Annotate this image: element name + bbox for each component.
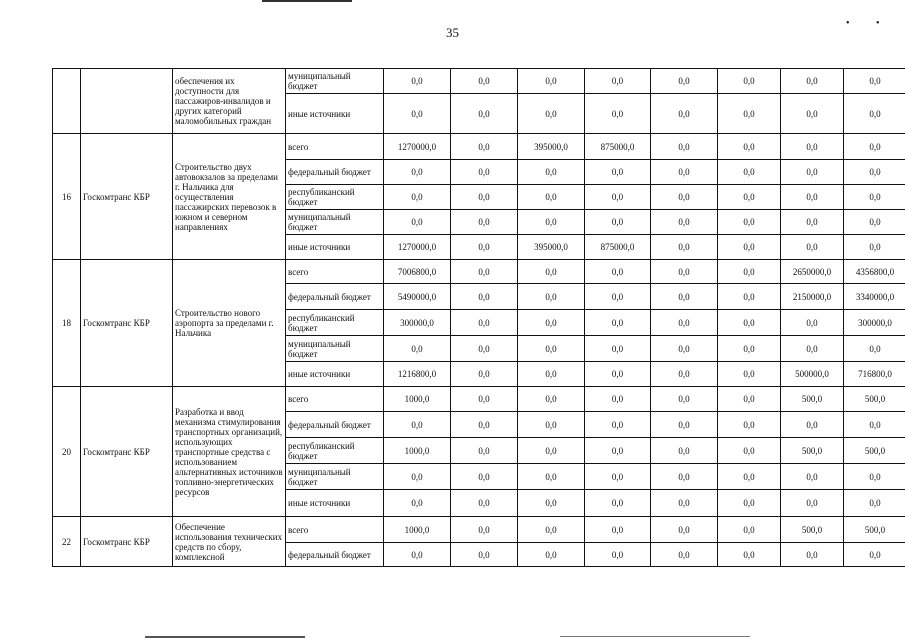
amount-cell: 0,0	[718, 260, 781, 284]
amount-cell: 0,0	[384, 185, 451, 210]
amount-cell: 0,0	[844, 464, 905, 490]
amount-cell: 0,0	[781, 160, 844, 185]
amount-cell: 3340000,0	[844, 284, 905, 310]
measure-description: Обеспечение использования технических средств по сбору, комплексной	[173, 517, 286, 567]
amount-cell: 0,0	[585, 160, 651, 185]
row-number: 20	[53, 387, 81, 517]
funding-source: федеральный бюджет	[286, 543, 384, 567]
amount-cell: 0,0	[781, 69, 844, 94]
amount-cell: 0,0	[518, 412, 585, 438]
amount-cell: 0,0	[781, 336, 844, 362]
amount-cell: 1216800,0	[384, 362, 451, 387]
amount-cell: 0,0	[844, 134, 905, 160]
amount-cell: 0,0	[718, 336, 781, 362]
funding-source: муниципальный бюджет	[286, 464, 384, 490]
executor-cell: Госкомтранс КБР	[81, 387, 173, 517]
amount-cell: 0,0	[451, 387, 518, 412]
amount-cell: 0,0	[718, 438, 781, 464]
amount-cell: 0,0	[781, 94, 844, 134]
amount-cell: 0,0	[518, 284, 585, 310]
amount-cell: 0,0	[718, 160, 781, 185]
scan-artifact-line	[145, 636, 305, 638]
amount-cell: 0,0	[384, 490, 451, 517]
table-row	[53, 517, 905, 543]
amount-cell: 2150000,0	[781, 284, 844, 310]
amount-cell: 0,0	[384, 464, 451, 490]
funding-source: федеральный бюджет	[286, 412, 384, 438]
row-number: 22	[53, 517, 81, 567]
amount-cell: 0,0	[585, 464, 651, 490]
row-number: 18	[53, 260, 81, 387]
amount-cell: 0,0	[585, 310, 651, 336]
amount-cell: 0,0	[518, 362, 585, 387]
amount-cell: 0,0	[844, 210, 905, 235]
amount-cell: 0,0	[518, 438, 585, 464]
amount-cell: 0,0	[585, 543, 651, 567]
amount-cell: 0,0	[651, 412, 718, 438]
funding-source: всего	[286, 134, 384, 160]
amount-cell: 1000,0	[384, 387, 451, 412]
funding-source: всего	[286, 387, 384, 412]
amount-cell: 0,0	[384, 94, 451, 134]
amount-cell: 0,0	[718, 94, 781, 134]
amount-cell: 0,0	[718, 543, 781, 567]
amount-cell: 0,0	[451, 94, 518, 134]
amount-cell: 0,0	[844, 490, 905, 517]
funding-source: федеральный бюджет	[286, 284, 384, 310]
amount-cell: 1270000,0	[384, 134, 451, 160]
amount-cell: 0,0	[518, 490, 585, 517]
amount-cell: 0,0	[781, 310, 844, 336]
amount-cell: 0,0	[651, 210, 718, 235]
amount-cell: 0,0	[451, 412, 518, 438]
executor-cell	[81, 69, 173, 134]
amount-cell: 716800,0	[844, 362, 905, 387]
amount-cell: 0,0	[585, 185, 651, 210]
measure-description: Строительство двух автовокзалов за пределами г. Нальчика для осуществления пассажирских перевозок в южном и северном направлениях	[173, 134, 286, 260]
amount-cell: 0,0	[844, 94, 905, 134]
amount-cell: 0,0	[718, 464, 781, 490]
amount-cell: 500,0	[844, 517, 905, 543]
amount-cell: 7006800,0	[384, 260, 451, 284]
table-row	[53, 134, 905, 160]
amount-cell: 0,0	[585, 490, 651, 517]
amount-cell: 0,0	[718, 362, 781, 387]
amount-cell: 0,0	[585, 517, 651, 543]
amount-cell: 0,0	[844, 543, 905, 567]
amount-cell: 0,0	[451, 134, 518, 160]
amount-cell: 0,0	[451, 438, 518, 464]
amount-cell: 0,0	[781, 235, 844, 260]
amount-cell: 0,0	[451, 490, 518, 517]
amount-cell: 0,0	[451, 260, 518, 284]
amount-cell: 0,0	[651, 464, 718, 490]
amount-cell: 0,0	[844, 69, 905, 94]
amount-cell: 0,0	[585, 210, 651, 235]
funding-source: муниципальный бюджет	[286, 210, 384, 235]
amount-cell: 0,0	[651, 160, 718, 185]
amount-cell: 0,0	[518, 210, 585, 235]
budget-table	[52, 68, 905, 567]
amount-cell: 0,0	[518, 517, 585, 543]
amount-cell: 0,0	[844, 412, 905, 438]
executor-cell: Госкомтранс КБР	[81, 134, 173, 260]
amount-cell: 0,0	[451, 69, 518, 94]
amount-cell: 0,0	[844, 336, 905, 362]
funding-source: республиканский бюджет	[286, 438, 384, 464]
amount-cell: 0,0	[718, 284, 781, 310]
amount-cell: 0,0	[451, 235, 518, 260]
amount-cell: 0,0	[651, 69, 718, 94]
amount-cell: 2650000,0	[781, 260, 844, 284]
amount-cell: 0,0	[718, 412, 781, 438]
page-number: 35	[446, 25, 459, 40]
amount-cell: 0,0	[651, 387, 718, 412]
amount-cell: 0,0	[518, 310, 585, 336]
amount-cell: 0,0	[651, 517, 718, 543]
amount-cell: 0,0	[651, 438, 718, 464]
amount-cell: 0,0	[585, 362, 651, 387]
amount-cell: 0,0	[651, 185, 718, 210]
amount-cell: 395000,0	[518, 235, 585, 260]
amount-cell: 0,0	[718, 490, 781, 517]
amount-cell: 0,0	[844, 235, 905, 260]
amount-cell: 0,0	[451, 336, 518, 362]
amount-cell: 0,0	[781, 210, 844, 235]
funding-source: республиканский бюджет	[286, 310, 384, 336]
amount-cell: 0,0	[518, 336, 585, 362]
amount-cell: 0,0	[518, 387, 585, 412]
amount-cell: 0,0	[718, 134, 781, 160]
amount-cell: 0,0	[518, 185, 585, 210]
amount-cell: 0,0	[651, 260, 718, 284]
amount-cell: 0,0	[384, 210, 451, 235]
amount-cell: 0,0	[585, 387, 651, 412]
table-row	[53, 387, 905, 412]
amount-cell: 0,0	[651, 284, 718, 310]
amount-cell: 0,0	[384, 160, 451, 185]
row-number	[53, 69, 81, 134]
amount-cell: 0,0	[781, 185, 844, 210]
amount-cell: 0,0	[651, 235, 718, 260]
amount-cell: 395000,0	[518, 134, 585, 160]
amount-cell: 0,0	[585, 69, 651, 94]
amount-cell: 0,0	[781, 464, 844, 490]
amount-cell: 0,0	[384, 543, 451, 567]
amount-cell: 0,0	[451, 310, 518, 336]
amount-cell: 0,0	[718, 185, 781, 210]
amount-cell: 0,0	[451, 185, 518, 210]
amount-cell: 0,0	[451, 543, 518, 567]
amount-cell: 0,0	[585, 260, 651, 284]
scan-artifact-dots: • •	[846, 18, 892, 29]
scan-artifact-line	[560, 636, 750, 637]
amount-cell: 500,0	[844, 387, 905, 412]
amount-cell: 0,0	[781, 412, 844, 438]
funding-source: иные источники	[286, 362, 384, 387]
amount-cell: 0,0	[451, 210, 518, 235]
executor-cell: Госкомтранс КБР	[81, 517, 173, 567]
scan-artifact-line	[262, 0, 352, 2]
amount-cell: 1000,0	[384, 517, 451, 543]
amount-cell: 0,0	[518, 69, 585, 94]
amount-cell: 0,0	[384, 412, 451, 438]
funding-source: иные источники	[286, 94, 384, 134]
amount-cell: 500,0	[781, 387, 844, 412]
funding-source: федеральный бюджет	[286, 160, 384, 185]
funding-source: всего	[286, 260, 384, 284]
amount-cell: 0,0	[844, 160, 905, 185]
amount-cell: 0,0	[651, 336, 718, 362]
row-number: 16	[53, 134, 81, 260]
funding-source: иные источники	[286, 490, 384, 517]
amount-cell: 0,0	[384, 336, 451, 362]
amount-cell: 0,0	[451, 464, 518, 490]
amount-cell: 875000,0	[585, 134, 651, 160]
amount-cell: 0,0	[718, 387, 781, 412]
amount-cell: 500000,0	[781, 362, 844, 387]
amount-cell: 4356800,0	[844, 260, 905, 284]
amount-cell: 1000,0	[384, 438, 451, 464]
amount-cell: 300000,0	[844, 310, 905, 336]
amount-cell: 0,0	[518, 160, 585, 185]
amount-cell: 0,0	[718, 517, 781, 543]
measure-description: Строительство нового аэропорта за пределами г. Нальчика	[173, 260, 286, 387]
amount-cell: 0,0	[651, 310, 718, 336]
amount-cell: 0,0	[451, 517, 518, 543]
amount-cell: 875000,0	[585, 235, 651, 260]
amount-cell: 500,0	[844, 438, 905, 464]
amount-cell: 500,0	[781, 517, 844, 543]
amount-cell: 0,0	[651, 94, 718, 134]
amount-cell: 0,0	[585, 94, 651, 134]
amount-cell: 0,0	[585, 284, 651, 310]
funding-source: муниципальный бюджет	[286, 336, 384, 362]
amount-cell: 0,0	[384, 69, 451, 94]
amount-cell: 0,0	[651, 490, 718, 517]
amount-cell: 0,0	[451, 362, 518, 387]
table-row	[53, 260, 905, 284]
amount-cell: 0,0	[718, 69, 781, 94]
amount-cell: 0,0	[781, 134, 844, 160]
amount-cell: 0,0	[518, 543, 585, 567]
amount-cell: 0,0	[451, 160, 518, 185]
funding-source: иные источники	[286, 235, 384, 260]
executor-cell: Госкомтранс КБР	[81, 260, 173, 387]
amount-cell: 0,0	[718, 210, 781, 235]
amount-cell: 0,0	[451, 284, 518, 310]
amount-cell: 1270000,0	[384, 235, 451, 260]
amount-cell: 0,0	[651, 362, 718, 387]
amount-cell: 0,0	[585, 412, 651, 438]
amount-cell: 0,0	[518, 260, 585, 284]
measure-description: обеспечения их доступности для пассажиров-инвалидов и других категорий маломобильных граждан	[173, 69, 286, 134]
amount-cell: 0,0	[518, 94, 585, 134]
amount-cell: 500,0	[781, 438, 844, 464]
amount-cell: 0,0	[844, 185, 905, 210]
amount-cell: 300000,0	[384, 310, 451, 336]
funding-source: всего	[286, 517, 384, 543]
amount-cell: 0,0	[518, 464, 585, 490]
amount-cell: 0,0	[585, 438, 651, 464]
table-row	[53, 69, 905, 94]
funding-source: муниципальный бюджет	[286, 69, 384, 94]
measure-description: Разработка и ввод механизма стимулирования транспортных организаций, использующих транспортные средства с использованием альтернативных источников топливно-энергетических ресурсов	[173, 387, 286, 517]
amount-cell: 0,0	[781, 490, 844, 517]
amount-cell: 0,0	[651, 134, 718, 160]
funding-source: республиканский бюджет	[286, 185, 384, 210]
amount-cell: 0,0	[781, 543, 844, 567]
amount-cell: 0,0	[585, 336, 651, 362]
amount-cell: 5490000,0	[384, 284, 451, 310]
amount-cell: 0,0	[718, 310, 781, 336]
amount-cell: 0,0	[718, 235, 781, 260]
amount-cell: 0,0	[651, 543, 718, 567]
